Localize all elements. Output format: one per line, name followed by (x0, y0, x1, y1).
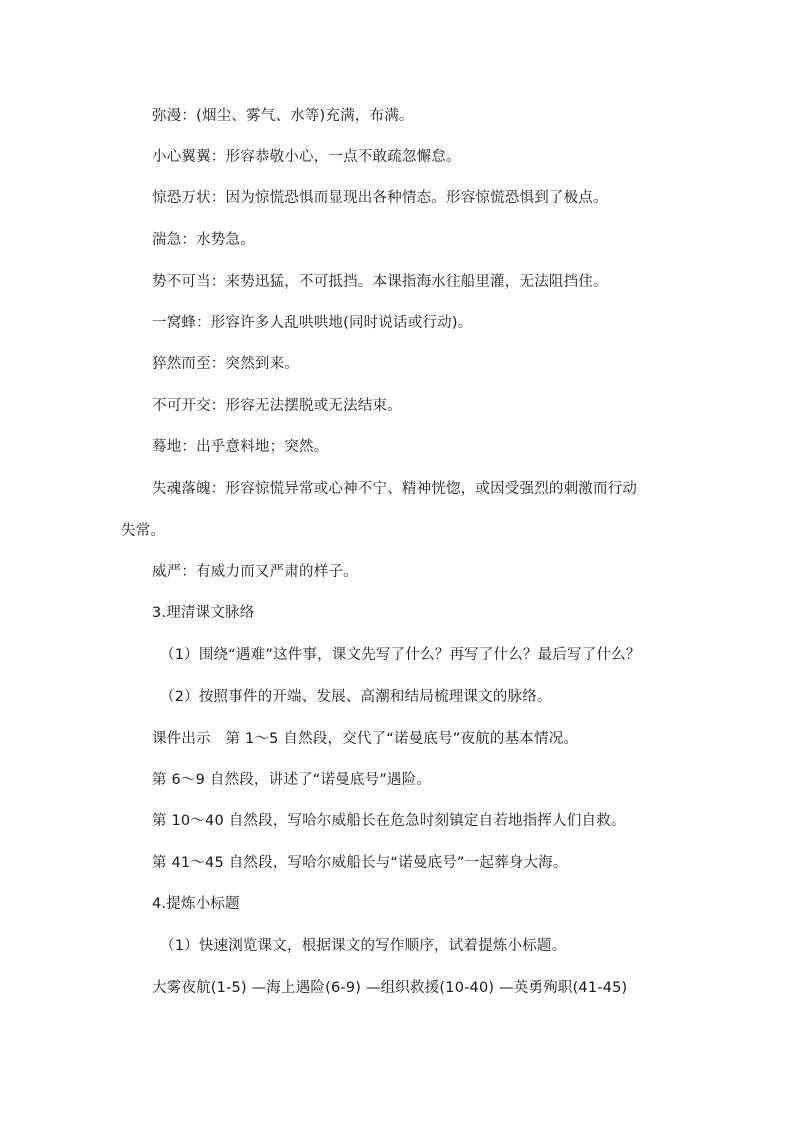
definition-curanerzhi: 猝然而至：突然到来。 (152, 356, 299, 372)
definition-yiwofeng: 一窝蜂：形容许多人乱哄哄地(同时说话或行动)。 (152, 315, 473, 331)
outline-paragraphs-6-9: 第 6～9 自然段，讲述了“诺曼底号”遇险。 (152, 772, 432, 788)
definition-tuanji: 湍急：水势急。 (152, 232, 255, 248)
definition-weiyan: 威严：有威力而又严肃的样子。 (152, 564, 358, 580)
definition-jingkongwanzhuang: 惊恐万状：因为惊慌恐惧而显现出各种情态。形容惊慌恐惧到了极点。 (152, 190, 608, 206)
definition-xiaoxinyiyi: 小心翼翼：形容恭敬小心，一点不敢疏忽懈怠。 (152, 149, 461, 165)
definition-miman: 弥漫：(烟尘、雾气、水等)充满，布满。 (152, 108, 414, 124)
definition-shihunluopo-line2: 失常。 (121, 523, 166, 539)
question-1: （1）围绕“遇难”这件事，课文先写了什么？再写了什么？最后写了什么？ (160, 647, 641, 663)
definition-bukekaijiao: 不可开交：形容无法摆脱或无法结束。 (152, 398, 402, 414)
outline-paragraphs-41-45: 第 41～45 自然段，写哈尔威船长与“诺曼底号”一起葬身大海。 (152, 855, 568, 871)
question-2: （2）按照事件的开端、发展、高潮和结局梳理课文的脉络。 (160, 689, 552, 705)
subtitle-summary: 大雾夜航(1-5) —海上遇险(6-9) —组织救援(10-40) —英勇殉职(41-45) (152, 980, 628, 996)
outline-paragraphs-10-40: 第 10～40 自然段，写哈尔威船长在危急时刻镇定自若地指挥人们自救。 (152, 813, 626, 829)
outline-paragraphs-1-5: 课件出示 第 1～5 自然段，交代了“诺曼底号”夜航的基本情况。 (152, 731, 579, 747)
question-3: （1）快速浏览课文，根据课文的写作顺序，试着提炼小标题。 (160, 938, 567, 954)
section-heading-3: 3.理清课文脉络 (152, 605, 255, 621)
definition-modi: 蓦地：出乎意料地；突然。 (152, 439, 329, 455)
section-heading-4: 4.提炼小标题 (152, 896, 240, 912)
definition-shihunluopo-line1: 失魂落魄：形容惊慌异常或心神不宁、精神恍惚，或因受强烈的刺激而行动 (152, 481, 638, 497)
definition-shibukedang: 势不可当：来势迅猛，不可抵挡。本课指海水往船里灌，无法阻挡住。 (152, 274, 608, 290)
